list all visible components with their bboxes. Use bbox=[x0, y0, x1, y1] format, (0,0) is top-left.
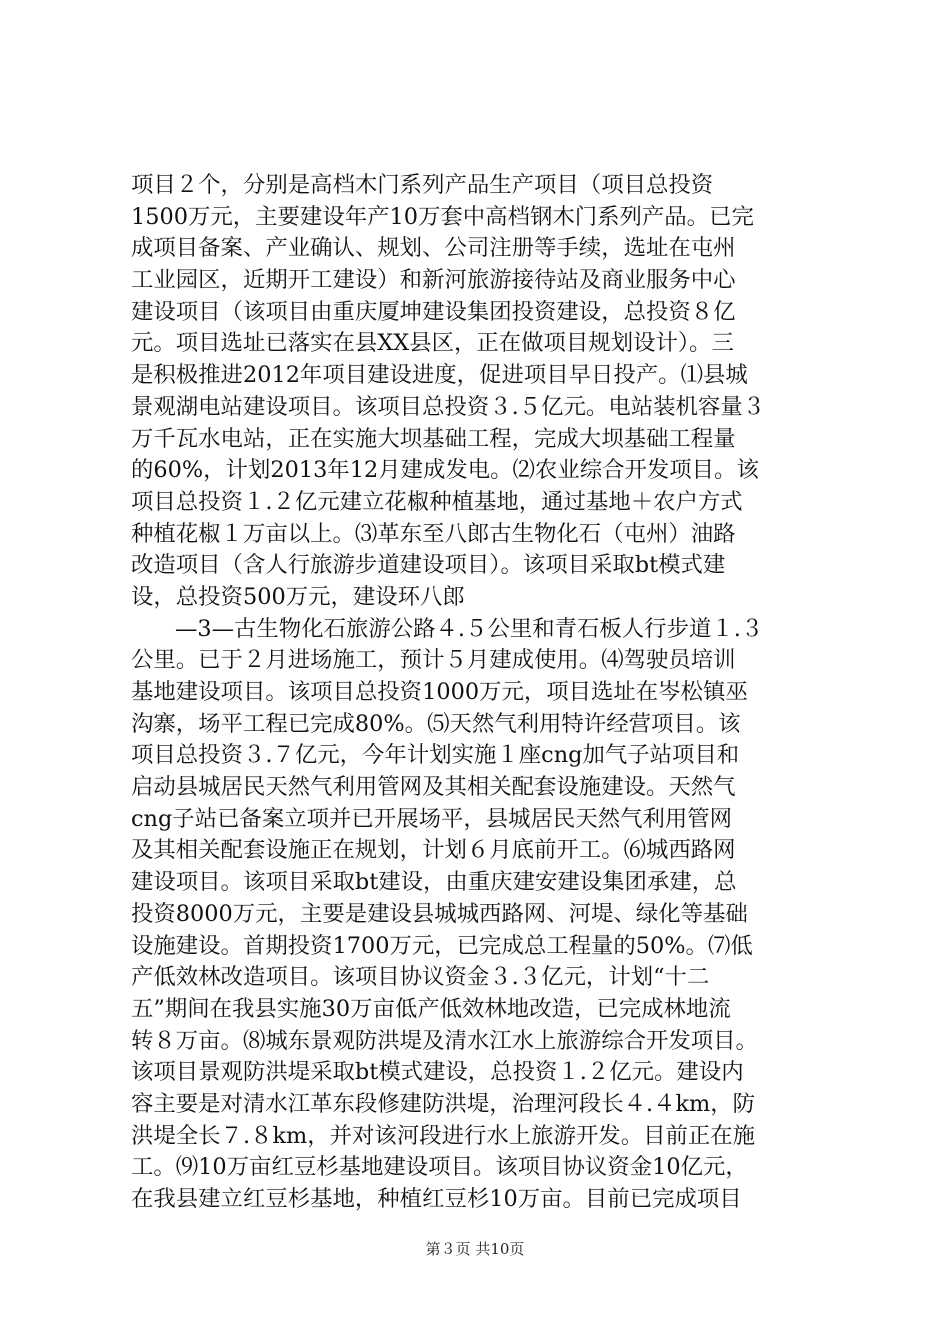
text-line: 洪堤全长７.８km，并对该河段进行水上旅游开发。目前正在施 bbox=[131, 1122, 756, 1149]
text-line: —3—古生物化石旅游公路４.５公里和青石板人行步道１.３ bbox=[175, 615, 764, 642]
text-line: 设，总投资500万元，建设环八郎 bbox=[131, 583, 465, 610]
text-line: 种植花椒１万亩以上。⑶革东至八郎古生物化石（屯州）油路 bbox=[131, 520, 736, 547]
text-line: 五”期间在我县实施30万亩低产低效林地改造，已完成林地流 bbox=[131, 995, 731, 1022]
text-line: 改造项目（含人行旅游步道建设项目）。该项目采取bt模式建 bbox=[131, 552, 726, 579]
text-line: 项目２个，分别是高档木门系列产品生产项目（项目总投资 bbox=[131, 172, 714, 198]
text-line: 设施建设。首期投资1700万元，已完成总工程量的50%。⑺低 bbox=[131, 932, 753, 959]
text-line: 启动县城居民天然气利用管网及其相关配套设施建设。天然气 bbox=[131, 774, 736, 801]
text-line: 项目总投资１.２亿元建立花椒种植基地，通过基地＋农户方式 bbox=[131, 488, 743, 515]
text-line: 建设项目。该项目采取bt建设，由重庆建安建设集团承建，总 bbox=[131, 869, 737, 896]
text-line: 基地建设项目。该项目总投资1000万元，项目选址在岑松镇巫 bbox=[131, 679, 748, 705]
text-line: 及其相关配套设施正在规划，计划６月底前开工。⑹城西路网 bbox=[131, 837, 736, 864]
text-line: 万千瓦水电站，正在实施大坝基础工程，完成大坝基础工程量 bbox=[131, 425, 736, 452]
text-line: 转８万亩。⑻城东景观防洪堤及清水江水上旅游综合开发项目。 bbox=[131, 1027, 758, 1054]
text-line: 成项目备案、产业确认、规划、公司注册等手续，选址在屯州 bbox=[131, 235, 736, 262]
text-line: 景观湖电站建设项目。该项目总投资３.５亿元。电站装机容量３ bbox=[131, 393, 766, 420]
text-line: 产低效林改造项目。该项目协议资金３.３亿元，计划“十二 bbox=[131, 964, 710, 991]
text-line: 在我县建立红豆杉基地，种植红豆杉10万亩。目前已完成项目 bbox=[131, 1186, 742, 1212]
text-line: 1500万元，主要建设年产10万套中高档钢木门系列产品。已完 bbox=[131, 203, 754, 230]
text-line: 建设项目（该项目由重庆厦坤建设集团投资建设，总投资８亿 bbox=[131, 298, 736, 325]
page-footer: 第３页 共10页 bbox=[425, 1240, 525, 1258]
text-line: 元。项目选址已落实在县XX县区，正在做项目规划设计）。三 bbox=[131, 330, 734, 357]
text-line: 该项目景观防洪堤采取bt模式建设，总投资１.２亿元。建设内 bbox=[131, 1059, 744, 1086]
text-line: cng子站已备案立项并已开展场平，县城居民天然气利用管网 bbox=[131, 805, 733, 832]
text-line: 沟寨，场平工程已完成80%。⑸天然气利用特许经营项目。该 bbox=[131, 710, 741, 737]
text-line: 容主要是对清水江革东段修建防洪堤，治理河段长４.４km，防 bbox=[131, 1090, 756, 1117]
text-line: 投资8000万元，主要是建设县城城西路网、河堤、绿化等基础 bbox=[131, 900, 748, 927]
body-text bbox=[131, 170, 843, 1216]
text-line: 是积极推进2012年项目建设进度，促进项目早日投产。⑴县城 bbox=[131, 362, 748, 389]
text-line: 工业园区，近期开工建设）和新河旅游接待站及商业服务中心 bbox=[131, 267, 736, 294]
text-line: 公里。已于２月进场施工，预计５月建成使用。⑷驾驶员培训 bbox=[131, 647, 736, 674]
text-line: 的60%，计划2013年12月建成发电。⑵农业综合开发项目。该 bbox=[131, 457, 759, 484]
text-line: 工。⑼10万亩红豆杉基地建设项目。该项目协议资金10亿元， bbox=[131, 1154, 748, 1181]
text-line: 项目总投资３.７亿元，今年计划实施１座cng加气子站项目和 bbox=[131, 742, 740, 769]
